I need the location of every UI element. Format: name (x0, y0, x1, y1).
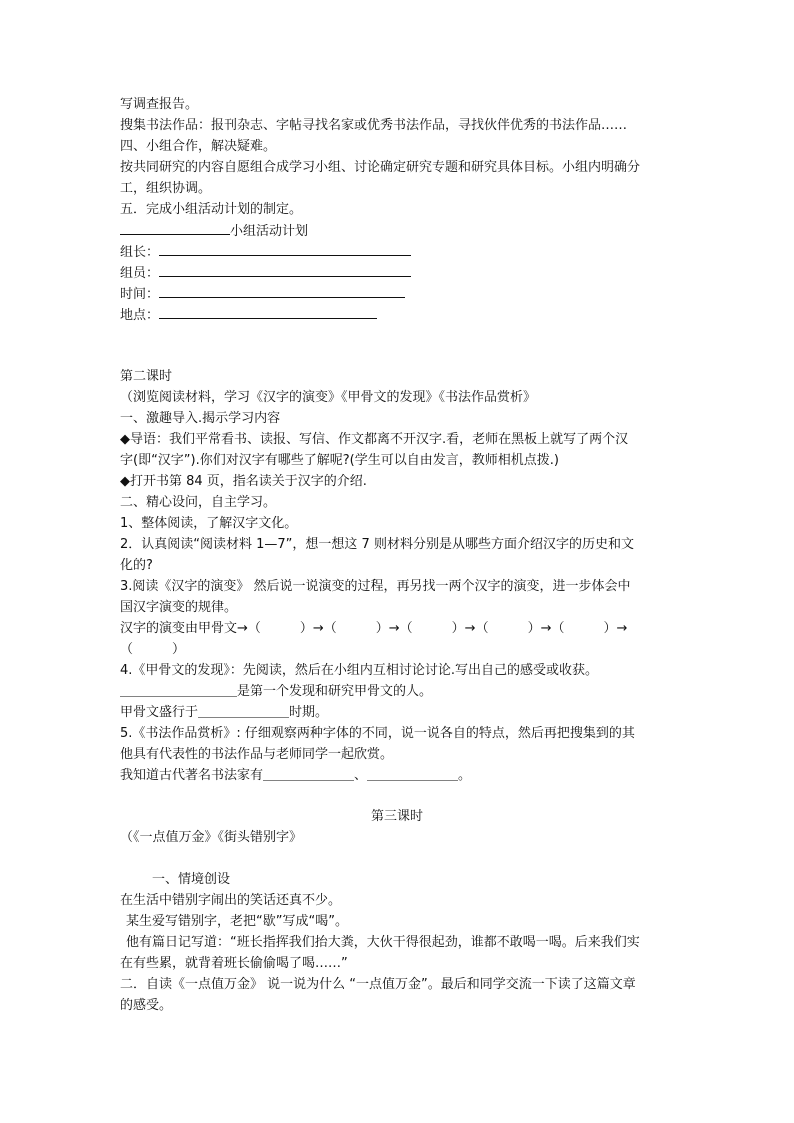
blank-underline (159, 306, 377, 319)
text-line: 在生活中错别字闹出的笑话还真不少。 (120, 893, 342, 908)
text-line: 国汉字演变的规律。 (120, 600, 238, 615)
plan-field-place (120, 306, 377, 325)
text-line: ◆打开书第 84 页，指名读关于汉字的介绍. (120, 474, 367, 489)
plan-field-time (120, 285, 405, 304)
text-line: 5.《书法作品赏析》: 仔细观察两种字体的不同，说一说各自的特点，然后再把搜集到的其 (120, 726, 635, 741)
text-line: （浏览阅读材料，学习《汉字的演变》《甲骨文的发现》《书法作品赏析》 (120, 390, 537, 405)
text-line: 汉字的演变由甲骨文→（ ）→（ ）→（ ）→（ ）→（ ）→ (120, 621, 628, 636)
text-line: 某生爱写错别字，老把“歇”写成“喝”。 (126, 914, 348, 929)
plan-title-text: 小组活动计划 (230, 224, 309, 239)
text-line: 甲骨文盛行于＿＿＿＿＿＿＿时期。 (120, 705, 329, 720)
text-line: 按共同研究的内容自愿组合成学习小组、讨论确定研究专题和研究具体目标。小组内明确分 (120, 160, 641, 175)
text-line: 五．完成小组活动计划的制定。 (120, 202, 303, 217)
section-heading: 第三课时 (370, 809, 423, 824)
section-heading: 第二课时 (120, 369, 173, 384)
text-line: 他有篇日记写道：“班长指挥我们抬大粪，大伙干得很起劲，谁都不敢喝一喝。后来我们实 (126, 935, 640, 950)
text-line: 2．认真阅读“阅读材料 1—7”，想一想这 7 则材料分别是从哪些方面介绍汉字的历史和文 (120, 537, 634, 552)
blank-underline (159, 285, 405, 298)
blank-underline (159, 243, 411, 256)
text-line: 一、激趣导入.揭示学习内容 (120, 411, 281, 426)
text-line: ◆导语：我们平常看书、读报、写信、作文都离不开汉字.看，老师在黑板上就写了两个汉 (120, 432, 629, 447)
text-line: 搜集书法作品：报刊杂志、字帖寻找名家或优秀书法作品，寻找伙伴优秀的书法作品…… (120, 118, 628, 133)
text-line: ＿＿＿＿＿＿＿＿＿是第一个发现和研究甲骨文的人。 (120, 684, 433, 699)
plan-title (120, 222, 308, 241)
plan-field-leader (120, 243, 411, 262)
field-label: 地点： (120, 308, 160, 323)
text-line: 二、精心设问，自主学习。 (120, 495, 277, 510)
text-line: 的感受。 (120, 998, 173, 1013)
text-line: （ ） (120, 642, 186, 657)
blank-underline (120, 222, 230, 235)
text-line: 一、情境创设 (152, 872, 231, 887)
text-line: 四、小组合作，解决疑难。 (120, 139, 277, 154)
text-line: 写调查报告。 (120, 97, 199, 112)
text-line: 1、整体阅读，了解汉字文化。 (120, 516, 298, 531)
text-line: （《一点值万金》《街头错别字》 (120, 830, 303, 845)
text-line: 二．自读《一点值万金》 说一说为什么 “一点值万金”。最后和同学交流一下读了这篇文章 (120, 977, 636, 992)
text-line: 4.《甲骨文的发现》：先阅读，然后在小组内互相讨论讨论.写出自己的感受或收获。 (120, 663, 599, 678)
text-line: 他具有代表性的书法作品与老师同学一起欣赏。 (120, 747, 394, 762)
field-label: 组员： (120, 266, 160, 281)
field-label: 时间： (120, 287, 160, 302)
text-line: 在有些累，就背着班长偷偷喝了喝……” (120, 956, 348, 971)
text-line: 3.阅读《汉字的演变》 然后说一说演变的过程，再另找一两个汉字的演变，进一步体会中 (120, 579, 631, 594)
blank-underline (159, 264, 411, 277)
plan-field-members (120, 264, 411, 283)
text-line: 工，组织协调。 (120, 181, 212, 196)
text-line: 字(即“汉字”).你们对汉字有哪些了解呢?(学生可以自由发言，教师相机点拨.) (120, 453, 559, 468)
text-line: 我知道古代著名书法家有＿＿＿＿＿＿＿、＿＿＿＿＿＿＿。 (120, 768, 472, 783)
field-label: 组长： (120, 245, 160, 260)
text-line: 化的? (120, 558, 153, 573)
